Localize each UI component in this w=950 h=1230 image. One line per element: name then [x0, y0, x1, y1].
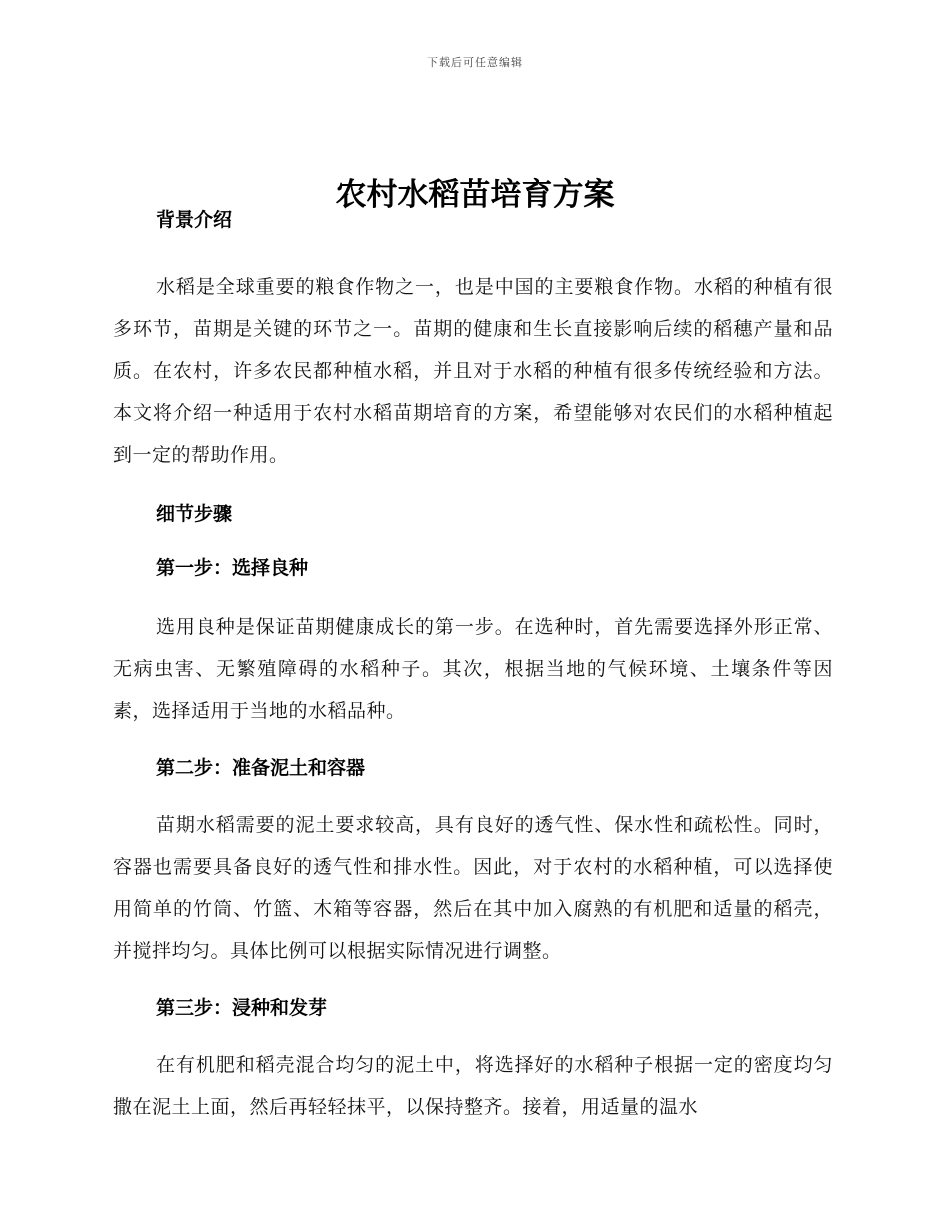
step-heading-1: 第一步：选择良种	[156, 557, 309, 579]
step-heading-3: 第三步：浸种和发芽	[156, 997, 328, 1019]
section-heading-steps: 细节步骤	[156, 503, 233, 525]
paragraph-step-2: 苗期水稻需要的泥土要求较高，具有良好的透气性、保水性和疏松性。同时，容器也需要具备良好的透气性和排水性。因此，对于农村的水稻种植，可以选择使用简单的竹筒、竹篮、木箱等容器，然后在其中加入腐熟的有机肥和适量的稻壳，并搅拌均匀。具体比例可以根据实际情况进行调整。	[113, 814, 833, 962]
document-title: 农村水稻苗培育方案	[335, 176, 615, 213]
header-note: 下载后可任意编辑	[427, 56, 523, 69]
section-heading-background: 背景介绍	[156, 209, 233, 231]
document-body	[113, 204, 833, 1128]
step-heading-2: 第二步：准备泥土和容器	[156, 757, 366, 779]
paragraph-step-3: 在有机肥和稻壳混合均匀的泥土中，将选择好的水稻种子根据一定的密度均匀撒在泥土上面，然后再轻轻抹平，以保持整齐。接着，用适量的温水	[113, 1054, 833, 1118]
paragraph-step-1: 选用良种是保证苗期健康成长的第一步。在选种时，首先需要选择外形正常、无病虫害、无繁殖障碍的水稻种子。其次，根据当地的气候环境、土壤条件等因素，选择适用于当地的水稻品种。	[113, 616, 833, 722]
paragraph-background: 水稻是全球重要的粮食作物之一，也是中国的主要粮食作物。水稻的种植有很多环节，苗期是关键的环节之一。苗期的健康和生长直接影响后续的稻穗产量和品质。在农村，许多农民都种植水稻，并且对于水稻的种植有很多传统经验和方法。本文将介绍一种适用于农村水稻苗期培育的方案，希望能够对农民们的水稻种植起到一定的帮助作用。	[113, 276, 833, 466]
